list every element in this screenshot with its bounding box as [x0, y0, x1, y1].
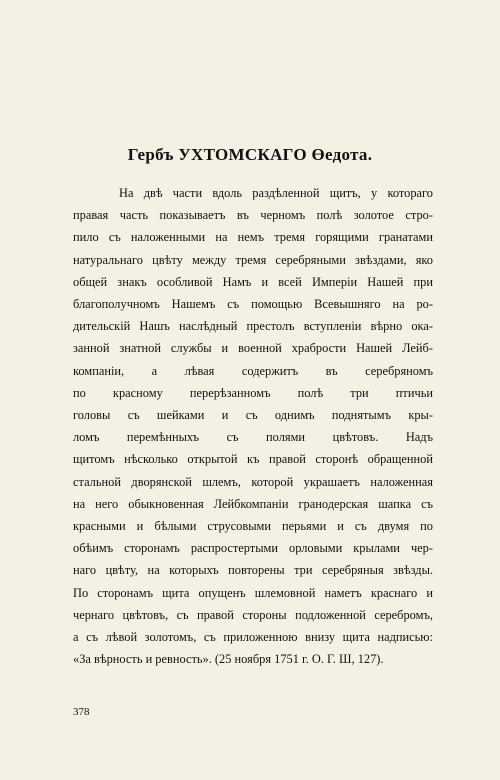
text-line: пило съ наложенными на немъ тремя горящими гранатами	[73, 230, 433, 245]
text-line: щитомъ нѣсколько открытой къ правой сторонѣ обращенной	[73, 452, 433, 467]
text-line: а съ лѣвой золотомъ, съ приложенною внизу щита надписью:	[73, 630, 433, 645]
text-line: обѣимъ сторонамъ распростертыми орловыми крылами чер-	[73, 541, 433, 556]
text-line: чернаго цвѣтовъ, съ правой стороны подложенной серебромъ,	[73, 607, 433, 622]
text-line: головы съ шейками и съ однимъ поднятымъ кры-	[73, 408, 433, 423]
text-line: ломъ перемѣнныхъ съ полями цвѣтовъ. Надъ	[73, 430, 433, 445]
text-line: по красному перерѣзанномъ полѣ три птичьи	[73, 385, 433, 400]
text-line: компаніи, а лѣвая содержитъ въ серебряномъ	[73, 363, 433, 378]
text-line: стальной дворянской шлемъ, которой украшаетъ наложенная	[73, 474, 433, 489]
text-line: красными и бѣлыми струсовыми перьями и съ двумя по	[73, 519, 433, 534]
text-line: На двѣ части вдоль раздѣленной щитъ, у котораго	[119, 186, 433, 200]
page-number: 378	[73, 706, 90, 718]
heading-title: Гербъ УХТОМСКАГО Өедота.	[127, 145, 373, 164]
text-line: общей знакъ особливой Намъ и всей Имперіи Нашей при	[73, 274, 433, 289]
text-line: натуральнаго цвѣту между тремя серебряными звѣздами, яко	[73, 252, 433, 267]
body-paragraph	[73, 182, 433, 670]
text-line: дительскій Нашъ наслѣдный престолъ вступленіи вѣрно ока-	[73, 319, 433, 334]
text-line: правая часть показываетъ въ черномъ полѣ золотое стро-	[73, 208, 433, 223]
text-line: благополучномъ Нашемъ съ помощью Всевышняго на ро-	[73, 297, 433, 312]
text-line: «За вѣрность и ревность». (25 ноября 1751 г. О. Г. Ш, 127).	[73, 652, 384, 667]
text-line: По сторонамъ щита опущенъ шлемовной наметъ краснаго и	[73, 585, 433, 600]
text-line: на него обыкновенная Лейбкомпаніи гранодерская шапка съ	[73, 496, 433, 511]
text-line: наго цвѣту, на которыхъ повторены три серебряныя звѣзды.	[73, 563, 433, 578]
text-line: занной знатной службы и военной храбрости Нашей Лейб-	[73, 341, 433, 356]
